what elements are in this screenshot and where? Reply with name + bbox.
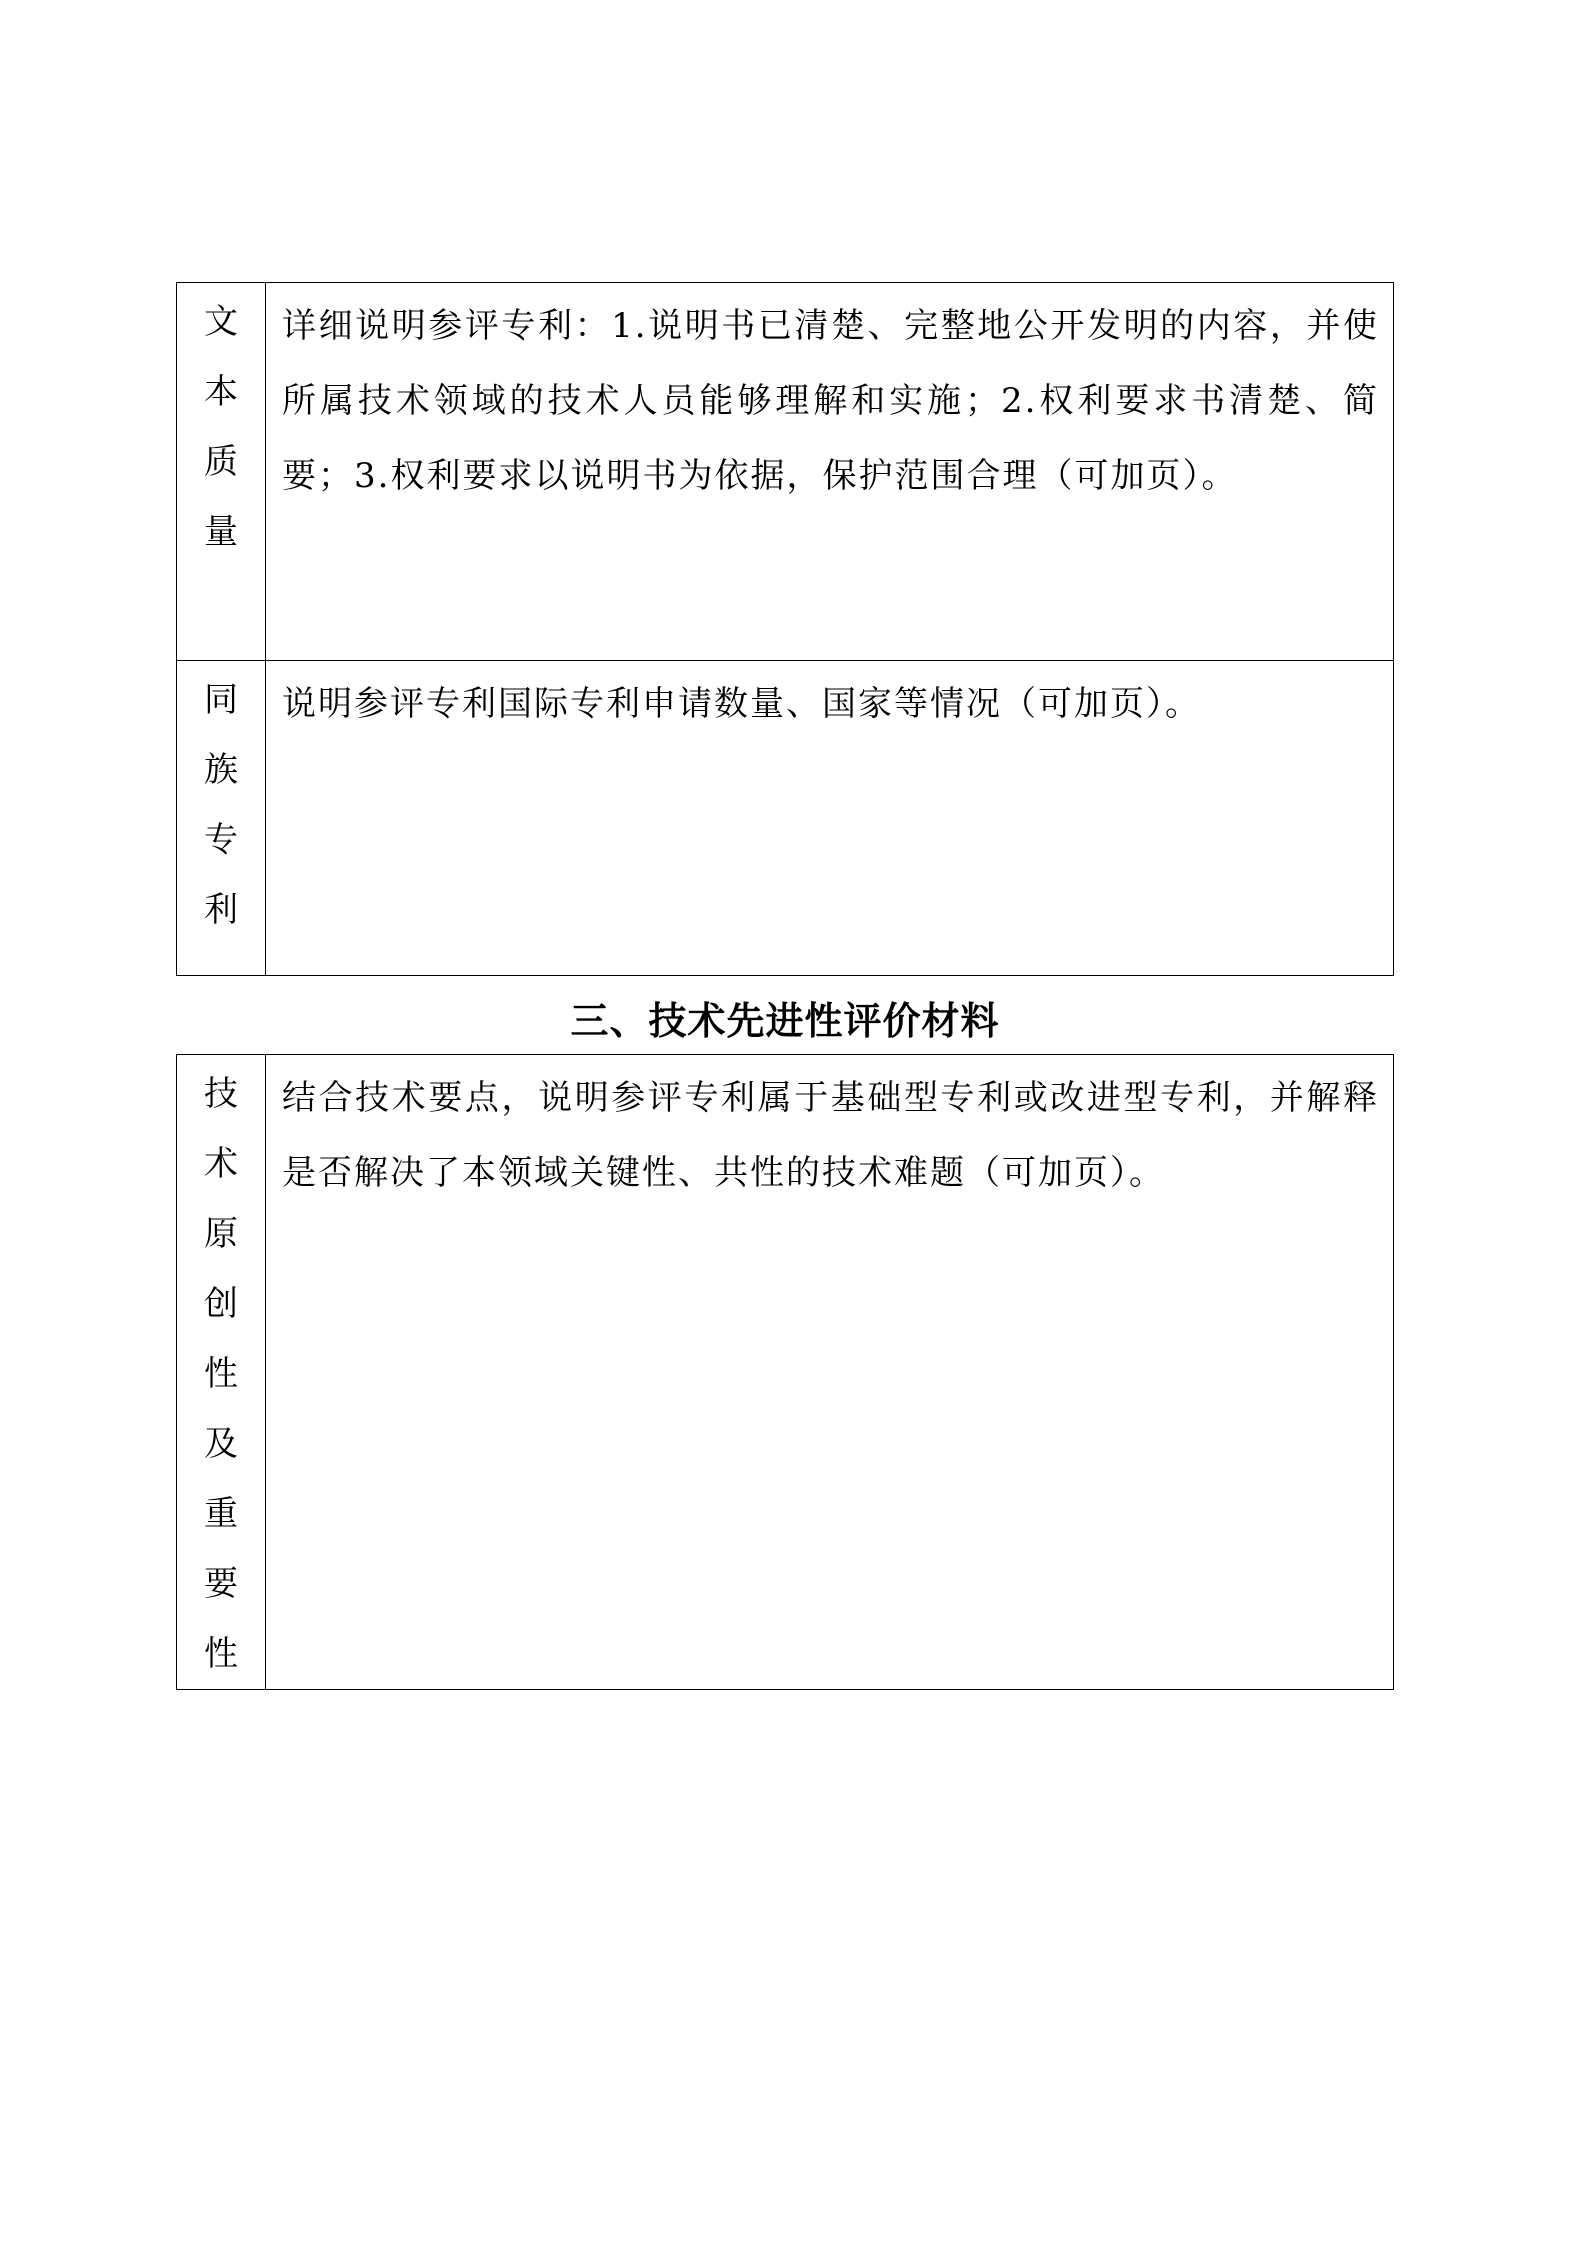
label-char: 创 — [204, 1284, 238, 1324]
label-char: 要 — [204, 1564, 238, 1604]
label-char: 原 — [204, 1214, 238, 1254]
row-label-patent-family — [177, 661, 266, 976]
row-label-originality — [177, 1055, 266, 1690]
section-heading: 三、技术先进性评价材料 — [570, 999, 1000, 1043]
label-char: 同 — [204, 680, 238, 720]
label-char: 性 — [204, 1354, 238, 1394]
label-char: 重 — [204, 1494, 238, 1534]
label-char: 性 — [204, 1634, 238, 1674]
label-char: 文 — [204, 302, 238, 342]
label-char: 专 — [204, 820, 238, 860]
text-quality-instructions: 详细说明参评专利：1.说明书已清楚、完整地公开发明的内容，并使所属技术领域的技术人员能够理解和实施；2.权利要求书清楚、简要；3.权利要求以说明书为依据，保护范围合理（可加页）。 — [282, 306, 1379, 496]
originality-cell — [266, 1055, 1394, 1690]
table-row-originality — [177, 1055, 1394, 1690]
table-row-patent-family — [177, 661, 1394, 976]
originality-instructions: 结合技术要点，说明参评专利属于基础型专利或改进型专利，并解释是否解决了本领域关键性、共性的技术难题（可加页）。 — [282, 1078, 1379, 1193]
label-char: 及 — [204, 1424, 238, 1464]
label-char: 本 — [204, 372, 238, 412]
table-row-text-quality — [177, 283, 1394, 661]
label-char: 利 — [204, 890, 238, 930]
tech-advancement-table — [176, 1054, 1394, 1690]
label-char: 质 — [204, 442, 238, 482]
label-char: 术 — [204, 1144, 238, 1184]
label-char: 技 — [204, 1074, 238, 1114]
patent-family-instructions: 说明参评专利国际专利申请数量、国家等情况（可加页）。 — [282, 684, 1201, 724]
label-char: 族 — [204, 750, 238, 790]
patent-family-cell — [266, 661, 1394, 976]
label-char: 量 — [204, 512, 238, 552]
patent-quality-table — [176, 282, 1394, 976]
text-quality-cell — [266, 283, 1394, 661]
row-label-text-quality — [177, 283, 266, 661]
